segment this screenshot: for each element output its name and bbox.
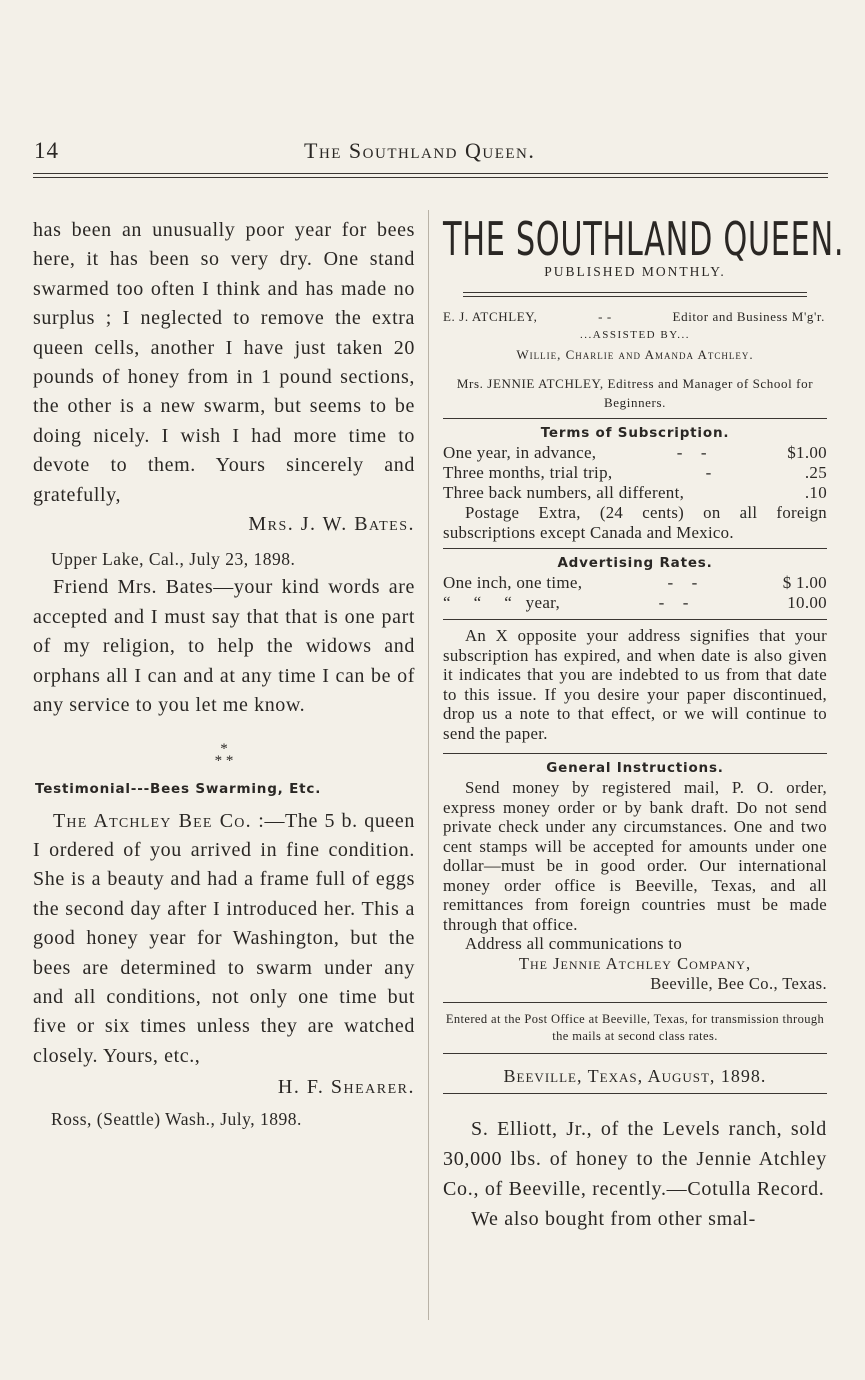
letter-signature: Mrs. J. W. Bates.	[248, 513, 415, 536]
testimonial-text: :—The 5 b. queen I ordered of you arrived in fine condition. She is a beauty and had a frame full of eggs the second day after I introduced her. This a good honey year for Washington, but the bees are determined to swarm under any and all conditions, not only one time but five or six times unless they are watched closely. Yours, etc.,	[33, 809, 415, 1067]
rate-label: Three back numbers, all different,	[443, 483, 685, 502]
issue-dateline: Beeville, Texas, August, 1898.	[503, 1065, 767, 1086]
left-column	[33, 216, 415, 1133]
rate-price: .10	[804, 483, 827, 502]
advertising-heading: Advertising Rates.	[557, 555, 713, 571]
company-name-text: The Jennie Atchley Company,	[518, 953, 752, 973]
rate-price: .25	[804, 463, 827, 482]
rate-label: One inch, one time,	[443, 573, 583, 592]
section-heading: Testimonial---Bees Swarming, Etc.	[35, 780, 322, 797]
rate-price: 10.00	[787, 593, 827, 612]
letter-body: has been an unusually poor year for bees here, it has been so very dry. One stand swarmed too often I think and has made no surplus ; I neglected to remove the extra queen cells, another I have just taken 20 pounds of honey from in 1 pound sections, the other is a new swarm, but seems to be doing nicely. I wish I had more time to devote to them. Yours sincerely and gratefully,	[33, 219, 415, 506]
rule-subscription	[443, 418, 827, 419]
rule-notice	[443, 619, 827, 620]
rule-general	[443, 753, 827, 754]
general-instructions: Send money by registered mail, P. O. order, express money order or by bank draft. Do not send private check under any circumstances. One and two cent stamps will be accepted for amounts under one dollar—must be in good order. Our international money order office is Beeville, Texas, and all remittances from foreign countries must be made through that office.	[443, 778, 827, 934]
reply-dateline: Upper Lake, Cal., July 23, 1898.	[51, 549, 296, 570]
company-name	[443, 954, 827, 974]
rate-dashes: - -	[676, 443, 707, 462]
rule-dateline	[443, 1053, 827, 1054]
rate-dashes: - -	[658, 593, 689, 612]
reply-body: Friend Mrs. Bates—your kind words are accepted and I must say that that is one part of my religion, to help the widows and orphans all I can and at any time I can be of any service to you let me know.	[33, 576, 415, 717]
entered-notice: Entered at the Post Office at Beeville, Texas, for transmission through the mails at second class rates.	[445, 1011, 825, 1043]
rate-price: $ 1.00	[782, 573, 827, 592]
subscription-row	[443, 443, 827, 463]
subscription-row	[443, 483, 827, 503]
expiration-notice: An X opposite your address signifies that your subscription has expired, and when date is also given it indicates that you are indebted to us from that date to this issue. If you desire your paper discontinued, drop us a note to that effect, or we will continue to send the paper.	[443, 626, 827, 743]
editor-role: Editor and Business M'g'r.	[672, 309, 825, 324]
header-rule-top	[33, 173, 828, 174]
subscription-heading: Terms of Subscription.	[540, 425, 730, 441]
news-continued: We also bought from other smal-	[471, 1207, 757, 1230]
asterism	[33, 740, 415, 769]
assisted-by: ...ASSISTED BY...	[580, 329, 690, 341]
rule-advertising	[443, 548, 827, 549]
asterism-bottom: * *	[214, 752, 234, 769]
assistants: Willie, Charlie and Amanda Atchley.	[516, 347, 754, 362]
rule-entered	[443, 1002, 827, 1003]
rate-dashes: - -	[667, 573, 698, 592]
page-number: 14	[34, 138, 59, 163]
company-location: Beeville, Bee Co., Texas.	[650, 973, 827, 993]
subscription-table	[443, 443, 827, 503]
testimonial-signature: H. F. Shearer.	[277, 1076, 415, 1099]
rate-label: Three months, trial trip,	[443, 463, 613, 482]
column-divider	[428, 210, 429, 1320]
testimonial-body	[33, 807, 415, 1072]
testimonial-place: Ross, (Seattle) Wash., July, 1898.	[51, 1108, 302, 1129]
published-monthly: PUBLISHED MONTHLY.	[544, 264, 726, 279]
staff-block	[443, 307, 827, 412]
advertising-row	[443, 573, 827, 593]
news-item: S. Elliott, Jr., of the Levels ranch, sold 30,000 lbs. of honey to the Jennie Atchley Co., of Beeville, recently.—Cotulla Record.	[443, 1117, 827, 1200]
rate-label: One year, in advance,	[443, 443, 597, 462]
address-intro: Address all communications to	[465, 934, 683, 953]
header-rule-bottom	[33, 177, 828, 178]
editor-name: E. J. ATCHLEY,	[443, 309, 538, 324]
asterism-top: *	[220, 740, 228, 757]
editor-dashes: - -	[598, 309, 612, 324]
general-heading: General Instructions.	[546, 760, 724, 776]
rate-price: $1.00	[787, 443, 827, 462]
masthead: THE SOUTHLAND QUEEN.	[443, 212, 845, 266]
editor-line	[443, 307, 827, 326]
subscription-row	[443, 463, 827, 483]
rate-dashes: -	[705, 463, 712, 482]
right-column	[443, 212, 845, 1234]
editress: Mrs. JENNIE ATCHLEY, Editress and Manager of School for Beginners.	[456, 376, 814, 410]
running-title: The Southland Queen.	[304, 138, 536, 163]
testimonial-lead: The Atchley Bee Co.	[53, 809, 252, 832]
advertising-row	[443, 593, 827, 613]
postage-note: Postage Extra, (24 cents) on all foreign subscriptions except Canada and Mexico.	[443, 503, 827, 542]
rate-label: “ “ “ year,	[443, 593, 561, 612]
advertising-table	[443, 573, 827, 613]
rule-news	[443, 1093, 827, 1094]
masthead-rule	[463, 292, 807, 297]
